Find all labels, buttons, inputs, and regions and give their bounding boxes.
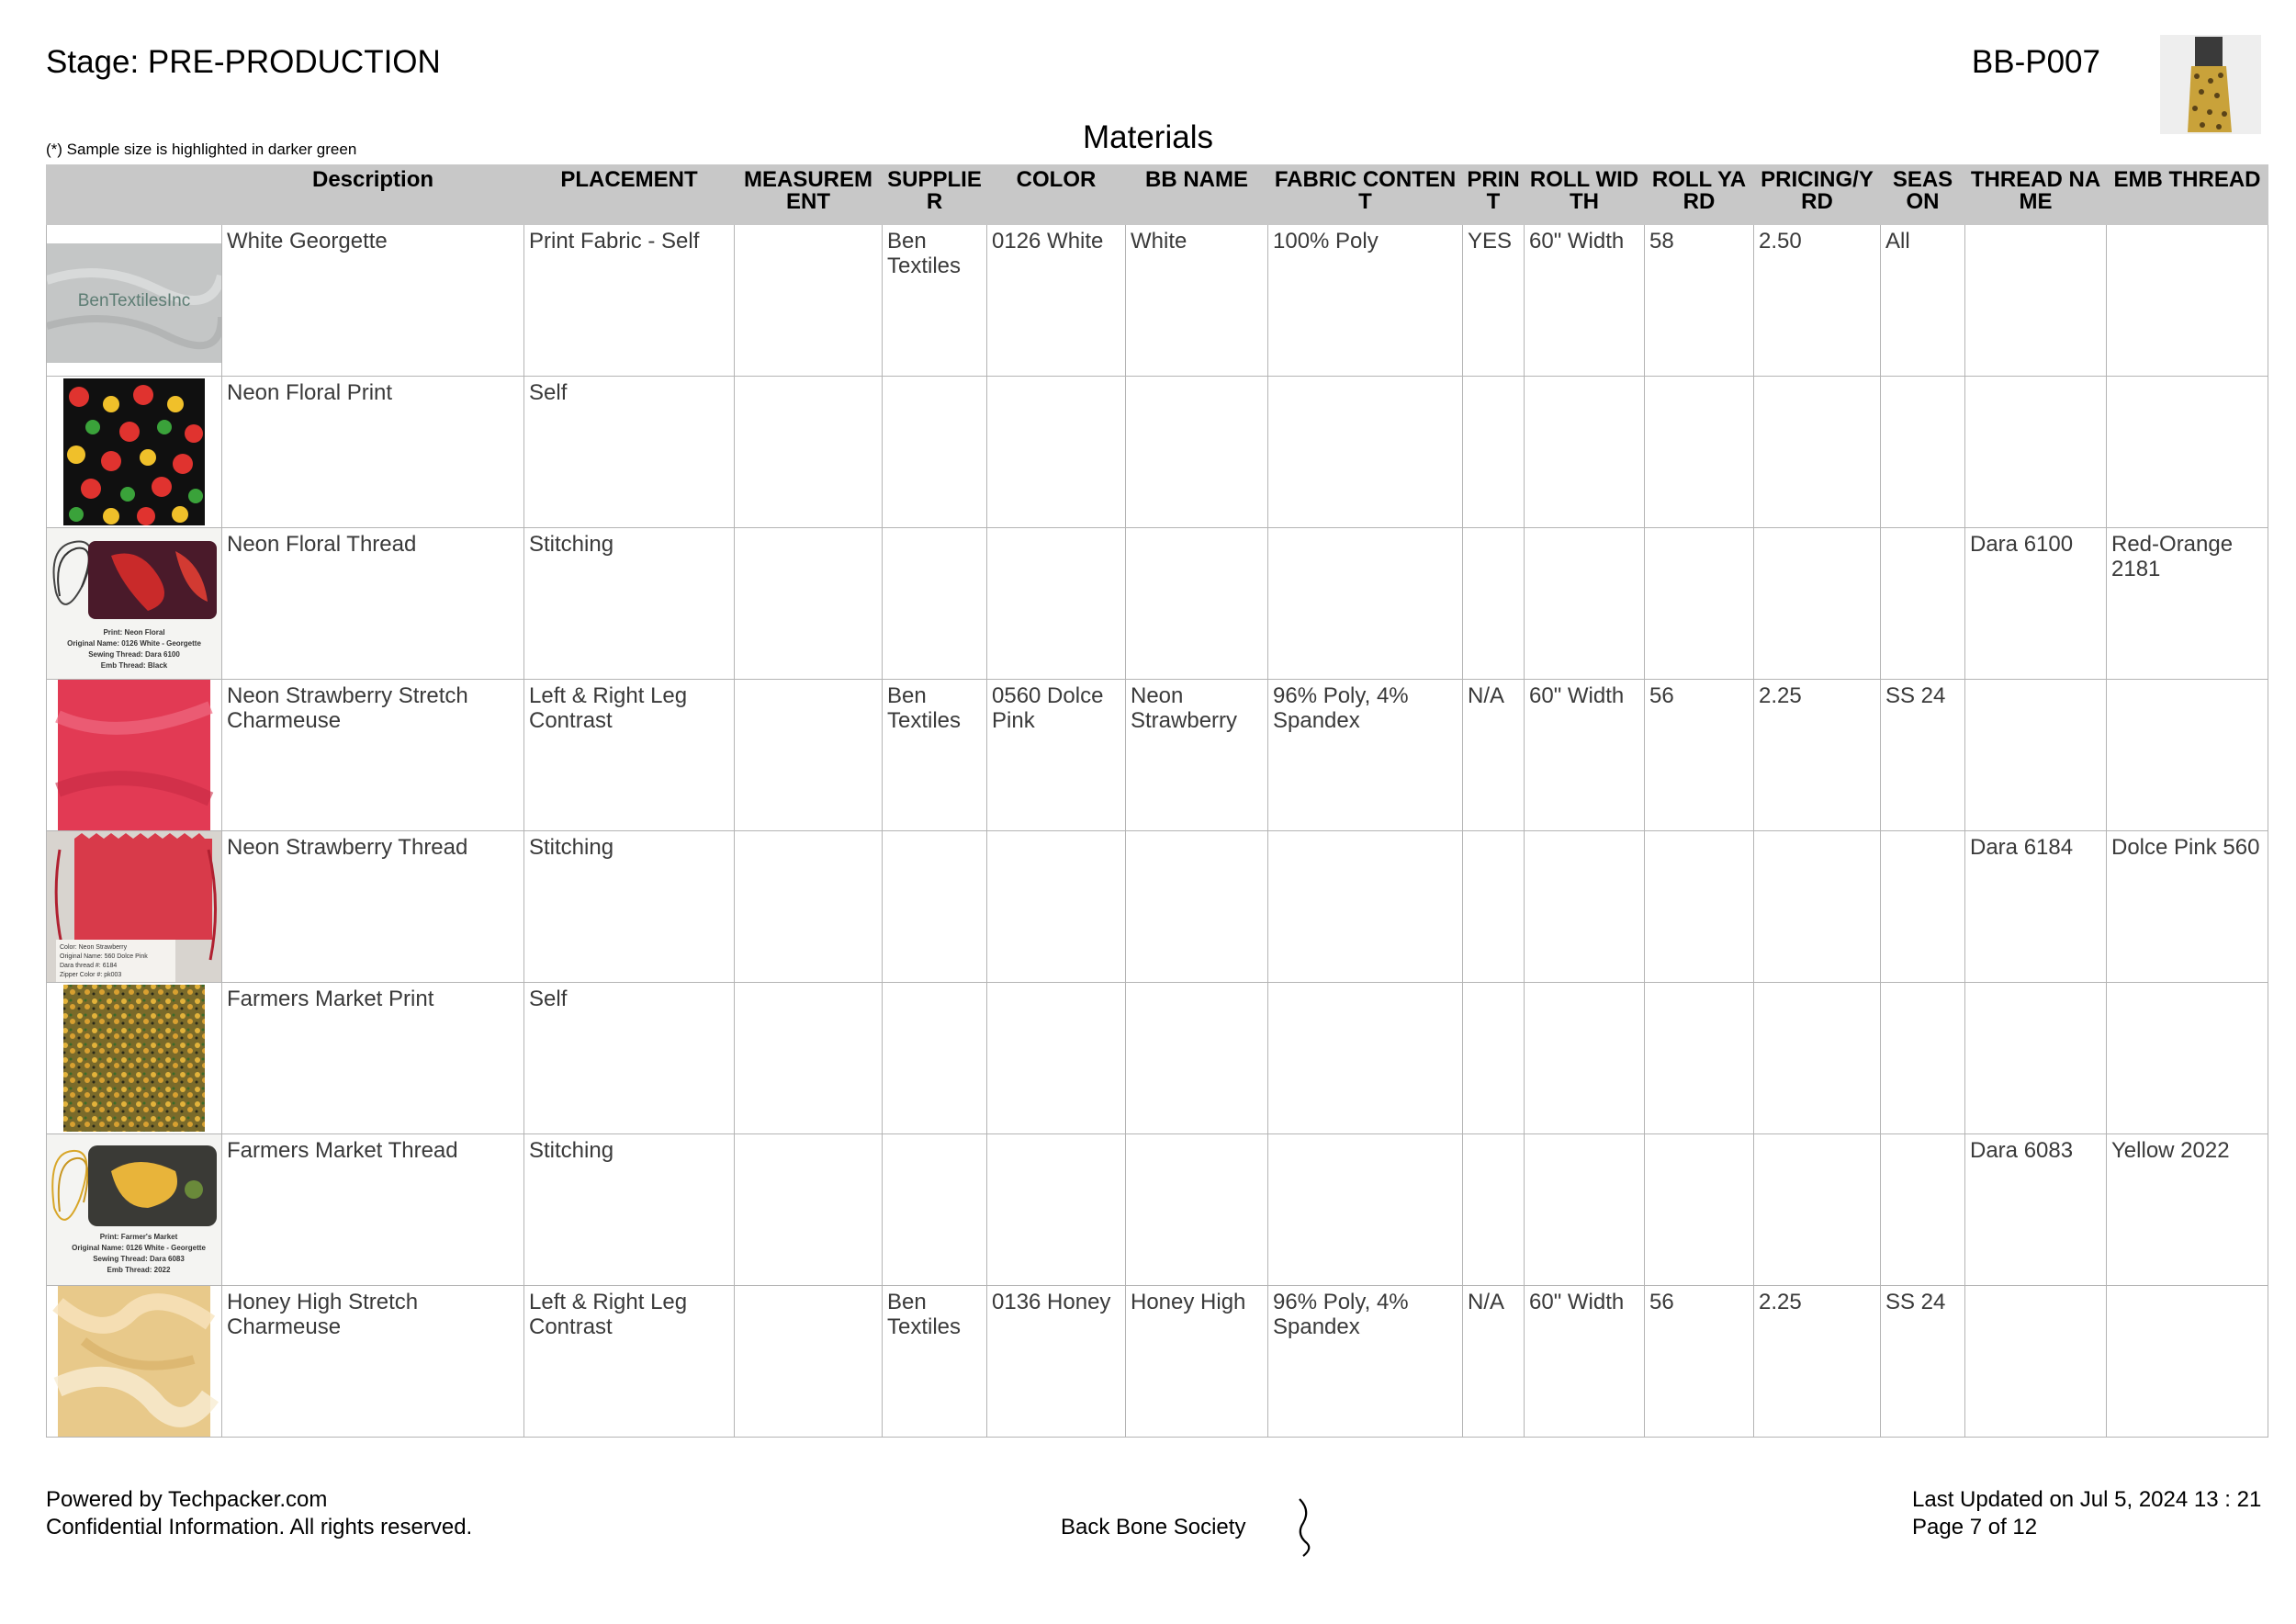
table-row (47, 1134, 2268, 1286)
column-header: ROLL WIDTH (1525, 165, 1645, 225)
fabric-content-cell: 100% Poly (1268, 225, 1463, 377)
fabric-content-cell (1268, 983, 1463, 1134)
table-row (47, 831, 2268, 983)
season-cell: SS 24 (1881, 680, 1965, 831)
print-cell (1463, 1134, 1525, 1286)
confidential-text: Confidential Information. All rights reserved. (46, 1515, 473, 1539)
thread-name-cell (1965, 680, 2107, 831)
table-header-row (47, 165, 2268, 225)
print-cell (1463, 831, 1525, 983)
supplier-cell (883, 1134, 987, 1286)
supplier-cell: Ben Textiles (883, 680, 987, 831)
supplier-cell: Ben Textiles (883, 225, 987, 377)
column-header: BB NAME (1126, 165, 1268, 225)
supplier-cell (883, 528, 987, 680)
bb-name-cell (1126, 377, 1268, 528)
roll-width-cell (1525, 528, 1645, 680)
footer-right (1912, 1486, 2261, 1541)
column-header: FABRIC CONTENT (1268, 165, 1463, 225)
bb-name-cell: Neon Strawberry (1126, 680, 1268, 831)
color-cell (987, 1134, 1126, 1286)
swatch-label: Print: Neon Floral (103, 628, 165, 637)
placement-cell: Stitching (524, 831, 735, 983)
swatch-label: Emb Thread: 2022 (107, 1266, 171, 1274)
swatch-label: Original Name: 0126 White - Georgette (67, 639, 201, 648)
description-cell: Neon Floral Print (222, 377, 524, 528)
season-cell (1881, 983, 1965, 1134)
pricing-cell (1754, 528, 1881, 680)
emb-thread-cell (2107, 1286, 2268, 1438)
column-header: ROLL YARD (1645, 165, 1754, 225)
table-row (47, 983, 2268, 1134)
description-cell: Neon Floral Thread (222, 528, 524, 680)
thread-name-cell (1965, 1286, 2107, 1438)
roll-width-cell (1525, 983, 1645, 1134)
table-row (47, 377, 2268, 528)
emb-thread-cell (2107, 225, 2268, 377)
roll-yard-cell (1645, 983, 1754, 1134)
column-header: Description (222, 165, 524, 225)
section-title: Materials (1083, 119, 1213, 155)
placement-cell: Print Fabric - Self (524, 225, 735, 377)
fabric-content-cell (1268, 831, 1463, 983)
description-cell: Neon Strawberry Stretch Charmeuse (222, 680, 524, 831)
roll-width-cell (1525, 1134, 1645, 1286)
roll-width-cell (1525, 831, 1645, 983)
roll-width-cell: 60" Width (1525, 225, 1645, 377)
swatch-label: Print: Farmer's Market (99, 1233, 178, 1241)
fabric-content-cell (1268, 1134, 1463, 1286)
honey-high-fabric-swatch (47, 1286, 221, 1437)
description-cell: White Georgette (222, 225, 524, 377)
neon-strawberry-fabric-swatch (47, 680, 221, 830)
page-number: Page 7 of 12 (1912, 1515, 2038, 1539)
bb-name-cell: Honey High (1126, 1286, 1268, 1438)
roll-width-cell (1525, 377, 1645, 528)
column-header: THREAD NAME (1965, 165, 2107, 225)
powered-by-text: Powered by Techpacker.com (46, 1487, 328, 1512)
pricing-cell: 2.25 (1754, 1286, 1881, 1438)
table-row (47, 1286, 2268, 1438)
column-header: COLOR (987, 165, 1126, 225)
fabric-content-cell (1268, 528, 1463, 680)
print-cell (1463, 528, 1525, 680)
neon-floral-thread-swatch (47, 528, 221, 679)
bb-name-cell (1126, 1134, 1268, 1286)
roll-yard-cell: 56 (1645, 1286, 1754, 1438)
column-header: PRICING/Y RD (1754, 165, 1881, 225)
column-header: PRIN T (1463, 165, 1525, 225)
placement-cell: Left & Right Leg Contrast (524, 680, 735, 831)
swatch-cell (47, 377, 222, 528)
supplier-cell: Ben Textiles (883, 1286, 987, 1438)
farmers-market-thread-swatch (47, 1134, 221, 1285)
last-updated-text: Last Updated on Jul 5, 2024 13 : 21 (1912, 1487, 2262, 1512)
season-cell (1881, 1134, 1965, 1286)
print-cell: YES (1463, 225, 1525, 377)
pricing-cell: 2.25 (1754, 680, 1881, 831)
sample-size-note: (*) Sample size is highlighted in darker green (46, 141, 357, 158)
emb-thread-cell (2107, 983, 2268, 1134)
description-cell: Farmers Market Thread (222, 1134, 524, 1286)
emb-thread-cell: Dolce Pink 560 (2107, 831, 2268, 983)
print-cell: N/A (1463, 680, 1525, 831)
swatch-cell (47, 1134, 222, 1286)
stage-title: Stage: PRE-PRODUCTION (46, 44, 441, 80)
backbone-logo-icon (1290, 1497, 1318, 1562)
thread-name-cell: Dara 6083 (1965, 1134, 2107, 1286)
swatch-cell (47, 983, 222, 1134)
supplier-cell (883, 377, 987, 528)
roll-yard-cell (1645, 831, 1754, 983)
ben-logo-text: BenTextilesInc (77, 291, 191, 310)
roll-yard-cell (1645, 528, 1754, 680)
print-cell (1463, 983, 1525, 1134)
column-header: EMB THREAD (2107, 165, 2268, 225)
swatch-label: Dara thread #: 6184 (60, 963, 118, 969)
color-cell: 0126 White (987, 225, 1126, 377)
emb-thread-cell: Red-Orange 2181 (2107, 528, 2268, 680)
swatch-cell (47, 528, 222, 680)
measurement-cell (735, 225, 883, 377)
measurement-cell (735, 377, 883, 528)
description-cell: Neon Strawberry Thread (222, 831, 524, 983)
supplier-cell (883, 831, 987, 983)
roll-width-cell: 60" Width (1525, 1286, 1645, 1438)
placement-cell: Self (524, 983, 735, 1134)
swatch-label: Emb Thread: Black (100, 661, 168, 670)
color-cell (987, 377, 1126, 528)
description-cell: Honey High Stretch Charmeuse (222, 1286, 524, 1438)
fabric-content-cell: 96% Poly, 4% Spandex (1268, 680, 1463, 831)
emb-thread-cell: Yellow 2022 (2107, 1134, 2268, 1286)
bb-name-cell (1126, 983, 1268, 1134)
emb-thread-cell (2107, 377, 2268, 528)
roll-yard-cell (1645, 377, 1754, 528)
swatch-cell (47, 1286, 222, 1438)
color-cell (987, 983, 1126, 1134)
pricing-cell (1754, 1134, 1881, 1286)
ben-textiles-logo-swatch (47, 225, 221, 376)
column-header: SUPPLIE R (883, 165, 987, 225)
color-cell (987, 528, 1126, 680)
neon-strawberry-thread-swatch (47, 831, 221, 982)
placement-cell: Stitching (524, 1134, 735, 1286)
description-cell: Farmers Market Print (222, 983, 524, 1134)
swatch-label: Original Name: 0126 White - Georgette (72, 1244, 206, 1252)
thread-name-cell (1965, 983, 2107, 1134)
materials-table (46, 164, 2268, 1438)
color-cell (987, 831, 1126, 983)
season-cell (1881, 528, 1965, 680)
bb-name-cell (1126, 528, 1268, 680)
swatch-cell (47, 680, 222, 831)
fabric-content-cell (1268, 377, 1463, 528)
swatch-label: Zipper Color #: pk003 (60, 972, 122, 978)
color-cell: 0560 Dolce Pink (987, 680, 1126, 831)
roll-yard-cell (1645, 1134, 1754, 1286)
pricing-cell (1754, 377, 1881, 528)
roll-width-cell: 60" Width (1525, 680, 1645, 831)
neon-floral-print-swatch (47, 377, 221, 527)
swatch-label: Sewing Thread: Dara 6083 (93, 1255, 185, 1263)
measurement-cell (735, 680, 883, 831)
swatch-label: Color: Neon Strawberry (60, 944, 128, 951)
thread-name-cell: Dara 6100 (1965, 528, 2107, 680)
table-row (47, 225, 2268, 377)
emb-thread-cell (2107, 680, 2268, 831)
measurement-cell (735, 831, 883, 983)
column-header: SEAS ON (1881, 165, 1965, 225)
print-cell: N/A (1463, 1286, 1525, 1438)
measurement-cell (735, 528, 883, 680)
column-header: PLACEMENT (524, 165, 735, 225)
placement-cell: Self (524, 377, 735, 528)
thread-name-cell (1965, 225, 2107, 377)
roll-yard-cell: 58 (1645, 225, 1754, 377)
pricing-cell: 2.50 (1754, 225, 1881, 377)
table-row (47, 528, 2268, 680)
thread-name-cell: Dara 6184 (1965, 831, 2107, 983)
placement-cell: Stitching (524, 528, 735, 680)
season-cell: All (1881, 225, 1965, 377)
farmers-market-print-swatch (47, 983, 221, 1133)
roll-yard-cell: 56 (1645, 680, 1754, 831)
bb-name-cell (1126, 831, 1268, 983)
brand-name: Back Bone Society (1061, 1515, 1246, 1539)
season-cell (1881, 377, 1965, 528)
measurement-cell (735, 983, 883, 1134)
measurement-cell (735, 1286, 883, 1438)
pricing-cell (1754, 831, 1881, 983)
placement-cell: Left & Right Leg Contrast (524, 1286, 735, 1438)
measurement-cell (735, 1134, 883, 1286)
color-cell: 0136 Honey (987, 1286, 1126, 1438)
swatch-cell (47, 831, 222, 983)
style-code: BB-P007 (1971, 44, 2100, 80)
print-cell (1463, 377, 1525, 528)
fabric-content-cell: 96% Poly, 4% Spandex (1268, 1286, 1463, 1438)
season-cell (1881, 831, 1965, 983)
swatch-cell (47, 225, 222, 377)
column-header: MEASUREM ENT (735, 165, 883, 225)
column-header-image (47, 165, 222, 225)
season-cell: SS 24 (1881, 1286, 1965, 1438)
pricing-cell (1754, 983, 1881, 1134)
thread-name-cell (1965, 377, 2107, 528)
swatch-label: Sewing Thread: Dara 6100 (88, 650, 180, 659)
bb-name-cell: White (1126, 225, 1268, 377)
supplier-cell (883, 983, 987, 1134)
footer-left (46, 1486, 472, 1541)
swatch-label: Original Name: 560 Dolce Pink (60, 953, 148, 960)
table-row (47, 680, 2268, 831)
